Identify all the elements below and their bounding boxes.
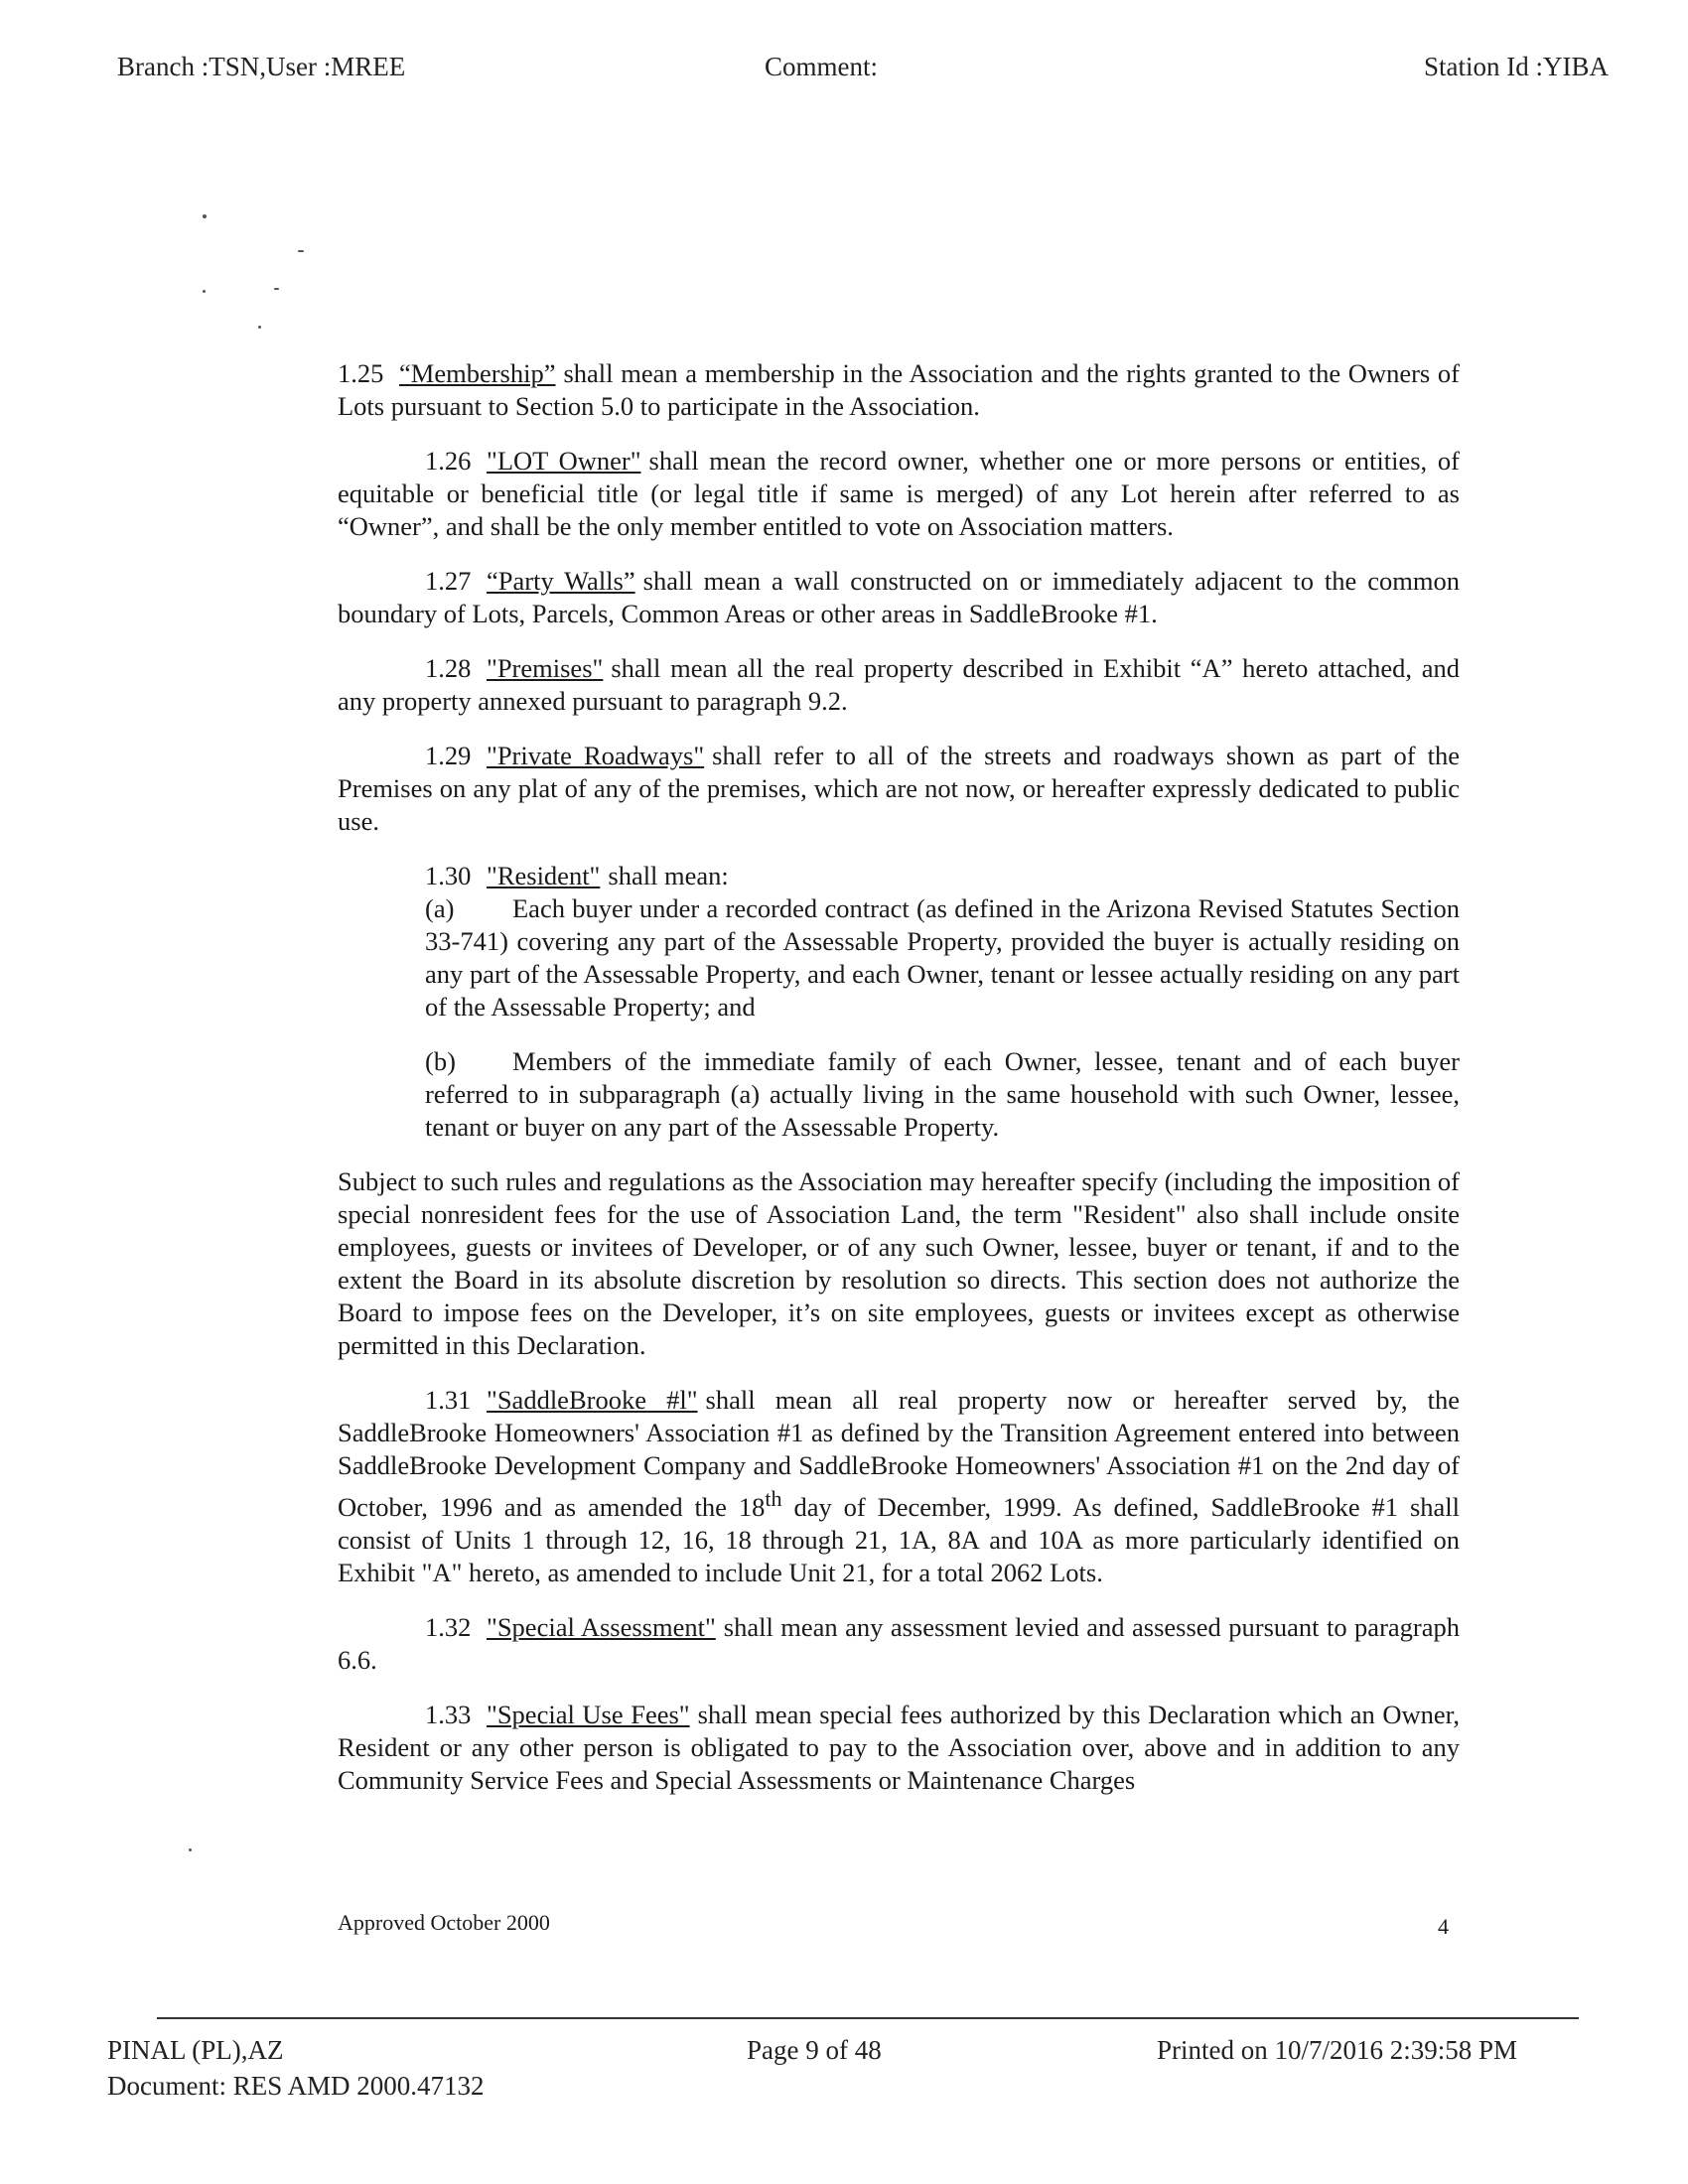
subparagraph-b bbox=[425, 1045, 1460, 1144]
footer-printed-timestamp: Printed on 10/7/2016 2:39:58 PM bbox=[1157, 2035, 1518, 2065]
section-1-33 bbox=[338, 1699, 1460, 1797]
section-1-32 bbox=[338, 1611, 1460, 1677]
defined-term: "LOT Owner" bbox=[487, 446, 641, 476]
section-number: 1.33 bbox=[425, 1699, 472, 1729]
document-body bbox=[338, 357, 1460, 1819]
scan-speck bbox=[189, 1848, 192, 1851]
section-text-cont: day of December, 1999. As defined, SaddleBrooke #1 shall consist of Units 1 through 12, 16, 18 through 21, 1A, 8A and 10A as more particularly identified on Exhibit "A" hereto, as amended to include Unit 21, for a total 2062 Lots. bbox=[338, 1491, 1461, 1587]
section-text: shall mean special fees authorized by this Declaration which an Owner, Resident or any other person is obligated to pay to the Association over, above and in addition to any Community Service Fees and Special Assessments or Maintenance Charges bbox=[338, 1699, 1461, 1795]
section-text: shall mean all the real property described in Exhibit “A” hereto attached, and any property annexed pursuant to paragraph 9.2. bbox=[338, 653, 1460, 716]
section-1-30 bbox=[338, 860, 1460, 1144]
defined-term: “Membership” bbox=[399, 358, 556, 388]
subparagraph-a bbox=[425, 892, 1460, 1024]
footer-divider bbox=[157, 2017, 1579, 2019]
section-text: shall mean any assessment levied and assessed pursuant to paragraph 6.6. bbox=[338, 1611, 1460, 1675]
subparagraph-letter: (a) bbox=[425, 893, 455, 923]
footer-page-count: Page 9 of 48 bbox=[747, 2035, 882, 2065]
ordinal-suffix: th bbox=[765, 1486, 782, 1511]
scan-speck bbox=[203, 214, 207, 218]
approved-date: Approved October 2000 bbox=[338, 1910, 550, 1935]
defined-term: "Private Roadways" bbox=[487, 741, 705, 770]
scan-speck bbox=[258, 326, 261, 329]
defined-term: “Party Walls” bbox=[487, 566, 635, 596]
resident-heading bbox=[425, 860, 1460, 892]
section-1-27 bbox=[338, 565, 1460, 630]
scan-speck bbox=[298, 250, 304, 252]
section-1-31 bbox=[338, 1384, 1460, 1589]
section-number: 1.32 bbox=[425, 1611, 472, 1642]
subparagraph-letter: (b) bbox=[425, 1046, 456, 1076]
section-number: 1.31 bbox=[425, 1385, 472, 1415]
header-station-id: Station Id :YIBA bbox=[1424, 52, 1609, 81]
header-comment: Comment: bbox=[765, 52, 878, 81]
scan-speck bbox=[203, 290, 206, 293]
defined-term: "Special Use Fees" bbox=[487, 1699, 690, 1729]
subparagraph-text: Each buyer under a recorded contract (as defined in the Arizona Revised Statutes Section 33-741) covering any part of the Assessable Property, provided the buyer is actually residing on any part of the Assessable Property, and each Owner, tenant or lessee actually residing on any part of the Assessable Property; and bbox=[425, 893, 1460, 1022]
defined-term: "SaddleBrooke #l" bbox=[487, 1385, 698, 1415]
section-text: shall refer to all of the streets and roadways shown as part of the Premises on any plat of any of the premises, which are not now, or hereafter expressly dedicated to public use. bbox=[338, 741, 1460, 836]
section-number: 1.28 bbox=[425, 653, 472, 683]
section-number: 1.30 bbox=[425, 861, 472, 890]
section-1-29 bbox=[338, 740, 1460, 838]
footer-county: PINAL (PL),AZ bbox=[107, 2035, 284, 2065]
section-1-26 bbox=[338, 445, 1460, 543]
defined-term: "Premises" bbox=[487, 653, 604, 683]
section-text: shall mean a membership in the Association and the rights granted to the Owners of Lots pursuant to Section 5.0 to participate in the Association. bbox=[338, 358, 1460, 421]
section-text: shall mean the record owner, whether one or more persons or entities, of equitable or beneficial title (or legal title if same is merged) of any Lot herein after referred to as “Owner”, and shall be the only member entitled to vote on Association matters. bbox=[338, 446, 1460, 541]
header-branch-user: Branch :TSN,User :MREE bbox=[117, 52, 406, 81]
section-text: shall mean a wall constructed on or immediately adjacent to the common boundary of Lots, Parcels, Common Areas or other areas in SaddleBrooke #1. bbox=[338, 566, 1460, 628]
defined-term: "Special Assessment" bbox=[487, 1611, 716, 1642]
document-page-number: 4 bbox=[1438, 1914, 1449, 1939]
footer-document-id: Document: RES AMD 2000.47132 bbox=[107, 2071, 485, 2101]
section-1-28 bbox=[338, 652, 1460, 718]
subparagraph-text: Members of the immediate family of each Owner, lessee, tenant and of each buyer referred to in subparagraph (a) actually living in the same household with such Owner, lessee, tenant or buyer on any part of the Assessable Property. bbox=[425, 1046, 1460, 1142]
section-1-25 bbox=[338, 357, 1460, 423]
defined-term: "Resident" bbox=[487, 861, 601, 890]
section-number: 1.27 bbox=[425, 566, 472, 596]
scan-speck bbox=[274, 288, 279, 290]
section-text: shall mean all real property now or hereafter served by, the SaddleBrooke Homeowners' Association #1 as defined by the Transition Agreement entered into between SaddleBrooke Development Company and SaddleBrooke Homeowners' Association #1 on the 2nd day of October, 1996 and as amended the 18 bbox=[338, 1385, 1460, 1522]
section-number: 1.25 bbox=[338, 358, 384, 388]
section-number: 1.29 bbox=[425, 741, 472, 770]
section-text: shall mean: bbox=[608, 861, 729, 890]
resident-subject-paragraph: Subject to such rules and regulations as the Association may hereafter specify (including the imposition of special nonresident fees for the use of Association Land, the term "Resident" also shall include onsite employees, guests or invitees of Developer, or of any such Owner, lessee, buyer or tenant, if and to the extent the Board in its absolute discretion by resolution so directs. This section does not authorize the Board to impose fees on the Developer, it’s on site employees, guests or invitees except as otherwise permitted in this Declaration. bbox=[338, 1166, 1460, 1360]
section-number: 1.26 bbox=[425, 446, 472, 476]
